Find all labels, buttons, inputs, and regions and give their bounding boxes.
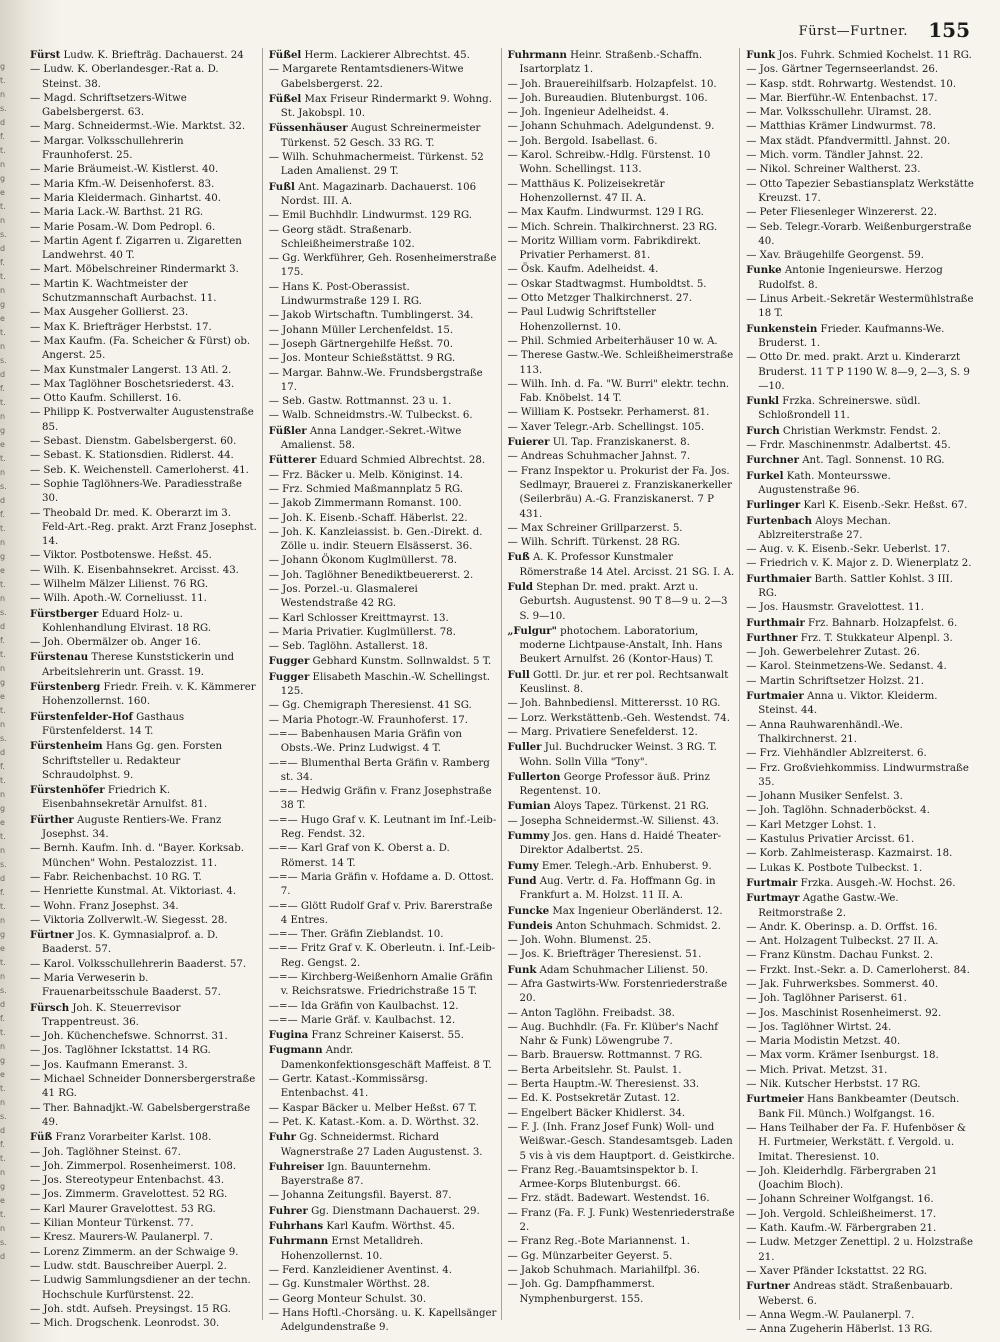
directory-entry: Fuß A. K. Professor Kunstmaler Römerstraße 14 Atel. Arcisst. 21 SG. I. A.: [507, 551, 735, 578]
directory-entry: — Maria Modistin Metzst. 40.: [746, 1036, 901, 1048]
directory-entry: — Max K. Briefträger Herbstst. 17.: [30, 321, 212, 333]
directory-entry: — Johann Musiker Senfelst. 3.: [746, 791, 903, 803]
directory-entry: Fuhrmann Ernst Metalldreh. Hohenzollernst. 10.: [268, 1235, 424, 1262]
directory-entry: — Joh. Gg. Dampfhammerst. Nymphenburgerst. 155.: [507, 1279, 655, 1305]
directory-entry: — Mich. Schrein. Thalkirchnerst. 23 RG.: [507, 221, 718, 233]
directory-entry: — Mich. Drogschenk. Leonrodst. 30.: [30, 1318, 220, 1330]
directory-entry: — Wilh. Apoth.-W. Corneliusst. 11.: [30, 593, 207, 605]
directory-entry: — Gg. Werkführer, Geh. Rosenheimerstraße 175.: [268, 253, 497, 279]
directory-entry: Funkl Frzka. Schreinerswe. südl. Schloßrondell 11.: [746, 395, 921, 422]
directory-entry: — Hans K. Post-Oberassist. Lindwurmstraße 129 I. RG.: [268, 281, 422, 308]
directory-entry: — Jakob Wirtschaftn. Tumblingerst. 34.: [268, 310, 474, 322]
directory-entry: — Kilian Monteur Türkenst. 77.: [30, 1218, 194, 1230]
directory-entry: — Ferd. Kanzleidiener Aventinst. 4.: [268, 1264, 452, 1276]
directory-entry: Furthmair Frz. Bahnarb. Holzapfelst. 6.: [746, 616, 958, 629]
directory-entry: — Viktoria Zollverwlt.-W. Siegesst. 28.: [30, 914, 228, 926]
directory-entry: — Johann Müller Lerchenfeldst. 15.: [268, 324, 454, 336]
directory-entry: — Georg Monteur Schulst. 30.: [268, 1293, 427, 1305]
directory-entry: — Ludwig Sammlungsdiener an der techn. Hochschule Kurfürstenst. 22.: [30, 1275, 251, 1301]
directory-entry: — Nik. Kutscher Herbstst. 17 RG.: [746, 1079, 921, 1091]
directory-entry: — Jos. Monteur Schießstättst. 9 RG.: [268, 353, 456, 365]
directory-entry: — Joh. Taglöhner Benediktbeuererst. 2.: [268, 569, 474, 581]
directory-entry: — Kastulus Privatier Arcisst. 61.: [746, 834, 915, 846]
directory-entry: — Jakob Zimmermann Romanst. 100.: [268, 498, 462, 510]
directory-entry: — Jos. Gärtner Tegernseerlandst. 26.: [746, 64, 939, 76]
directory-entry: — Xaver Telegr.-Arb. Schellingst. 105.: [507, 421, 705, 433]
running-head: Fürst—Furtner.: [798, 24, 908, 39]
directory-entry: — Margar. Bahnw.-We. Frundsbergstraße 17.: [268, 367, 483, 393]
directory-entry: — Karol. Steinmetzens-We. Sedanst. 4.: [746, 661, 947, 673]
directory-entry: — Gg. Münzarbeiter Geyerst. 5.: [507, 1250, 673, 1262]
directory-entry: Fürtner Jos. K. Gymnasialprof. a. D. Baaderst. 57.: [30, 929, 219, 956]
directory-entry: — Engelbert Bäcker Khidlerst. 34.: [507, 1107, 686, 1119]
directory-entry: — Paul Ludwig Schriftsteller Hohenzollernst. 10.: [507, 307, 657, 333]
directory-entry: — Lukas K. Postbote Tulbeckst. 1.: [746, 862, 923, 874]
directory-entry: — Michael Schneider Donnersbergerstraße 41 RG.: [30, 1074, 256, 1100]
directory-entry: — Max Schreiner Grillparzerst. 5.: [507, 522, 683, 534]
directory-entry: — Max Kaufm. (Fa. Scheicher & Fürst) ob. Angerst. 25.: [30, 335, 251, 362]
directory-entry: — William K. Postsekr. Perhamerst. 81.: [507, 407, 710, 419]
directory-entry: — Sebast. Dienstm. Gabelsbergerst. 60.: [30, 436, 237, 448]
directory-entry: Fummy Jos. gen. Hans d. Haidé Theater-Direktor Adalbertst. 25.: [507, 830, 722, 857]
directory-entry: — Ludw. K. Oberlandesger.-Rat a. D. Steinst. 38.: [30, 64, 219, 90]
directory-entry: Fuhrmann Heinr. Straßenb.-Schaffn. Isartorplatz 1.: [507, 49, 703, 76]
directory-entry: — Theobald Dr. med. K. Oberarzt im 3. Feld-Art.-Reg. prakt. Arzt Franz Josephst. 14.: [30, 507, 257, 548]
directory-entry: — Gertr. Katast.-Kommissärsg. Entenbachst. 41.: [268, 1074, 428, 1100]
directory-entry: — Korb. Zahlmeisterasp. Kazmairst. 18.: [746, 848, 953, 860]
directory-entry: Fürstenau Therese Kunststickerin und Arbeitslehrerin unt. Grasst. 19.: [30, 651, 235, 678]
directory-entry: Furthmaier Barth. Sattler Kohlst. 3 III. RG.: [746, 572, 953, 599]
directory-entry: — Joh. Küchenchefswe. Schnorrst. 31.: [30, 1031, 228, 1043]
directory-entry: Fürstenheim Hans Gg. gen. Forsten Schriftsteller u. Redakteur Schraudolphst. 9.: [30, 740, 223, 781]
directory-entry: Fürstenhöfer Friedrich K. Eisenbahnsekretär Arnulfst. 81.: [30, 784, 208, 811]
directory-entry: — Nikol. Schreiner Waltherst. 23.: [746, 164, 921, 176]
directory-entry: — Margarete Rentamtsdieners-Witwe Gabelsbergerst. 22.: [268, 64, 464, 90]
directory-entry: — Jos. Hausmstr. Gravelottest. 11.: [746, 602, 925, 614]
directory-entry: — Mich. vorm. Tändler Jahnst. 22.: [746, 150, 924, 162]
directory-entry: — Maria Kleidermach. Ginhartst. 40.: [30, 192, 221, 204]
directory-entry: —=— Fritz Graf v. K. Oberleutn. i. Inf.-Leib-Reg. Gengst. 2.: [268, 943, 496, 969]
directory-entry: — Linus Arbeit.-Sekretär Westermühlstraße 18 T.: [746, 294, 974, 320]
directory-entry: Furtner Andreas städt. Straßenbauarb. Weberst. 6.: [746, 1280, 953, 1307]
directory-entry: — Marg. Privatiere Senefelderst. 12.: [507, 726, 698, 738]
directory-entry: — Joh. stdt. Aufseh. Preysingst. 15 RG.: [30, 1303, 231, 1315]
directory-entry: — Margar. Volksschullehrerin Fraunhoferst. 25.: [30, 135, 184, 162]
directory-entry: Fumy Emer. Telegh.-Arb. Enhuberst. 9.: [507, 859, 712, 872]
directory-entry: — Frz. städt. Badewart. Westendst. 16.: [507, 1193, 710, 1205]
directory-entry: Fürst Ludw. K. Briefträg. Dachauerst. 24: [30, 49, 244, 61]
directory-entry: — Karl Metzger Lohst. 1.: [746, 819, 877, 831]
directory-entry: —=— Hugo Graf v. K. Leutnant im Inf.-Leib-Reg. Fendst. 32.: [268, 814, 497, 841]
directory-entry: — Joh. Obermälzer ob. Anger 16.: [30, 637, 201, 649]
directory-entry: — Berta Arbeitslehr. St. Paulst. 1.: [507, 1064, 682, 1076]
directory-entry: — Lorenz Zimmerm. an der Schwaige 9.: [30, 1246, 239, 1258]
directory-entry: — Peter Fliesenleger Winzererst. 22.: [746, 207, 937, 219]
directory-entry: —=— Ther. Gräfin Zieblandst. 10.: [268, 929, 444, 941]
directory-entry: — Magd. Schriftsetzers-Witwe Gabelsbergerst. 63.: [30, 92, 187, 119]
directory-entry: Fürstberger Eduard Holz- u. Kohlenhandlung Elvirast. 18 RG.: [30, 607, 212, 634]
directory-entry: — Jos. Taglöhner Wirtst. 24.: [746, 1021, 892, 1033]
directory-entry: — Berta Hauptm.-W. Theresienst. 33.: [507, 1079, 700, 1091]
directory-entry: Furchner Ant. Tagl. Sonnenst. 10 RG.: [746, 454, 945, 467]
directory-entry: Fütterer Eduard Schmied Albrechtst. 28.: [268, 454, 486, 467]
directory-entry: Furtmayr Agathe Gastw.-We. Reitmorstraße 2.: [746, 892, 899, 919]
directory-entry: — Wilh. Schrift. Türkenst. 28 RG.: [507, 537, 681, 549]
directory-entry: Fürstenfelder-Hof Gasthaus Fürstenfelderst. 14 T.: [30, 710, 185, 737]
directory-entry: Funk Adam Schuhmacher Lilienst. 50.: [507, 963, 709, 976]
directory-entry: — Johanna Zeitungsfil. Bayerst. 87.: [268, 1190, 452, 1202]
directory-entry: — Maria Privatier. Kuglmüllerst. 78.: [268, 626, 456, 638]
directory-entry: Fugina Franz Schreiner Kaiserst. 55.: [268, 1029, 464, 1042]
directory-entry: —=— Marie Gräf. v. Kaulbachst. 12.: [268, 1014, 456, 1026]
column-2: [268, 48, 502, 1334]
directory-entry: Funke Antonie Ingenieurswe. Herzog Rudolfst. 8.: [746, 264, 943, 291]
directory-entry: Fuhrer Gg. Dienstmann Dachauerst. 29.: [268, 1204, 480, 1217]
directory-entry: Furtmair Frzka. Ausgeh.-W. Hochst. 26.: [746, 876, 956, 889]
directory-entry: — Franz Reg.-Bote Mariannenst. 1.: [507, 1236, 690, 1248]
directory-entry: — Martin Agent f. Zigarren u. Zigaretten Landwehrst. 40 T.: [30, 235, 242, 262]
directory-entry: — Gg. Chemigraph Theresienst. 41 SG.: [268, 700, 472, 712]
directory-entry: — Gg. Kunstmaler Wörthst. 28.: [268, 1279, 430, 1291]
directory-entry: — Afra Gastwirts-Ww. Forstenriederstraße 20.: [507, 979, 728, 1005]
directory-entry: Furtmaier Anna u. Viktor. Kleiderm. Steinst. 44.: [746, 690, 938, 717]
directory-entry: — Frz. Viehhändler Ablzreiterst. 6.: [746, 748, 927, 760]
directory-entry: — Joh. Zimmerpol. Rosenheimerst. 108.: [30, 1160, 237, 1172]
directory-entry: Funcke Max Ingenieur Oberländerst. 12.: [507, 904, 723, 917]
directory-entry: —=— Kirchberg-Weißenhorn Amalie Gräfin v. Reichsratswe. Friedrichstraße 15 T.: [268, 972, 493, 998]
directory-entry: — Mar. Bierführ.-W. Entenbachst. 17.: [746, 92, 938, 104]
directory-entry: — Martin K. Wachtmeister der Schutzmannschaft Aurbachst. 11.: [30, 278, 217, 305]
directory-entry: Full Gottl. Dr. jur. et rer pol. Rechtsanwalt Keuslinst. 8.: [507, 668, 729, 696]
directory-entry: Fullerton George Professor äuß. Prinz Regentenst. 10.: [507, 770, 710, 798]
directory-entry: — Ludw. stdt. Bauschreiber Auerpl. 2.: [30, 1260, 227, 1272]
directory-entry: — Aug. v. K. Eisenb.-Sekr. Ueberlst. 17.: [746, 544, 951, 556]
directory-entry: — Jos. Stereotypeur Entenbachst. 43.: [30, 1175, 225, 1187]
directory-entry: Füßler Anna Landger.-Sekret.-Witwe Amalienst. 58.: [268, 424, 462, 452]
directory-entry: Funk Jos. Fuhrk. Schmied Kochelst. 11 RG.: [746, 49, 972, 61]
directory-entry: — Oskar Stadtwagmst. Humboldtst. 5.: [507, 278, 707, 290]
directory-entry: — Joh. Bergold. Isabellast. 6.: [507, 135, 658, 147]
directory-entry: Fußl Ant. Magazinarb. Dachauerst. 106 Nordst. III. A.: [268, 180, 477, 207]
directory-entry: — Kath. Kaufm.-W. Färbergraben 21.: [746, 1223, 937, 1235]
directory-entry: Funkenstein Frieder. Kaufmanns-We. Bruderst. 1.: [746, 322, 945, 349]
directory-entry: — Therese Gastw.-We. Schleißheimerstraße 113.: [507, 350, 734, 376]
directory-entry: Furtmeier Hans Bankbeamter (Deutsch. Bank Fil. Münch.) Wolfgangst. 16.: [746, 1093, 960, 1120]
directory-entry: — Johann Schuhmach. Adelgundenst. 9.: [507, 121, 715, 133]
directory-entry: — Joh. K. Kanzleiassist. b. Gen.-Direkt. d. Zölle u. indir. Steuern Elsässerst. 36.: [268, 526, 483, 553]
directory-entry: Fuhreiser Ign. Bauunternehm. Bayerstraße 87.: [268, 1160, 432, 1188]
directory-entry: —=— Blumenthal Berta Gräfin v. Ramberg st. 34.: [268, 757, 490, 783]
directory-entry: — Kresz. Maurers-W. Paulanerpl. 7.: [30, 1232, 213, 1244]
directory-entry: Fuhr Gg. Schneidermst. Richard Wagnerstraße 27 Laden Augustenst. 3.: [268, 1131, 483, 1158]
directory-entry: — Seb. K. Weichenstell. Camerloherst. 41.: [30, 464, 249, 476]
directory-entry: — Joh. Taglöhner Pariserst. 61.: [746, 993, 907, 1005]
directory-entry: Fürsch Joh. K. Steuerrevisor Trappentreust. 36.: [30, 1001, 181, 1028]
column-1: [30, 48, 263, 1330]
directory-entry: — Wilh. K. Eisenbahnsekret. Arcisst. 43.: [30, 564, 239, 576]
directory-entry: — Xaver Pfänder Ickstattst. 22 RG.: [746, 1265, 927, 1277]
directory-entry: — Ludw. Metzger Zenettipl. 2 u. Holzstraße 21.: [746, 1237, 973, 1263]
directory-entry: — Max Ausgeher Gollierst. 23.: [30, 307, 189, 319]
directory-entry: — Mich. Privat. Metzst. 31.: [746, 1064, 888, 1076]
directory-entry: — Max vorm. Krämer Isenburgst. 18.: [746, 1050, 939, 1062]
directory-entry: —=— Babenhausen Maria Gräfin von Obsts.-We. Prinz Ludwigst. 4 T.: [268, 728, 462, 755]
directory-entry: — Johann Ökonom Kuglmüllerst. 78.: [268, 555, 458, 567]
directory-entry: — Maria Verweserin b. Frauenarbeitsschule Baaderst. 57.: [30, 973, 221, 999]
directory-entry: Fuld Stephan Dr. med. prakt. Arzt u. Geburtsh. Augustenst. 90 T 8—9 u. 2—3 S. 9—10.: [507, 580, 728, 622]
directory-entry: — Frdr. Maschinenmstr. Adalbertst. 45.: [746, 440, 951, 452]
directory-entry: Fuierer Ul. Tap. Franziskanerst. 8.: [507, 436, 690, 449]
directory-entry: — Wilh. Schuhmachermeist. Türkenst. 52 Laden Amalienst. 29 T.: [268, 152, 484, 178]
directory-entry: — Fabr. Reichenbachst. 10 RG. T.: [30, 871, 202, 883]
directory-entry: — Otto Dr. med. prakt. Arzt u. Kinderarzt Bruderst. 11 T P 1190 W. 8—9, 2—3, S. 9—10.: [746, 352, 970, 392]
directory-entry: Fundeis Anton Schuhmach. Schmidst. 2.: [507, 919, 721, 932]
directory-entry: — Marie Posam.-W. Dom Pedropl. 6.: [30, 221, 216, 233]
directory-entry: — Sophie Taglöhners-We. Paradiesstraße 30.: [30, 478, 242, 505]
directory-entry: — Philipp K. Postverwalter Augustenstraße 85.: [30, 407, 254, 433]
directory-entry: Furkel Kath. Monteursswe. Augustenstraße 96.: [746, 469, 891, 496]
directory-entry: — Viktor. Postbotenswe. Heßst. 45.: [30, 550, 212, 562]
directory-entry: — Frz. Bäcker u. Melb. Königinst. 14.: [268, 469, 463, 481]
directory-entry: — Matthäus K. Polizeisekretär Hohenzollernst. 47 II. A.: [507, 178, 665, 204]
directory-entry: — Franz (Fa. F. J. Funk) Westenriederstraße 2.: [507, 1207, 735, 1234]
directory-entry: — Hans Teilhaber der Fa. F. Hufenböser & H. Furtmeier, Werkstätt. f. Vergold. u. Imitat. Theresienst. 10.: [746, 1122, 966, 1163]
directory-entry: — Ösk. Kaufm. Adelheidst. 4.: [507, 264, 659, 276]
directory-entry: — Anton Taglöhn. Freibadst. 38.: [507, 1007, 675, 1019]
directory-entry: — Joh. Kleiderhdlg. Färbergraben 21 (Joachim Bloch).: [746, 1165, 938, 1192]
directory-entry: Fürther Auguste Rentiers-We. Franz Josephst. 34.: [30, 813, 222, 841]
directory-entry: — Karl Schlosser Kreittmayrst. 13.: [268, 612, 449, 624]
directory-entry: — Wilhelm Mälzer Lilienst. 76 RG.: [30, 578, 209, 590]
directory-entry: — Franz Reg.-Bauamtsinspektor b. I. Armee-Korps Blutenburgst. 66.: [507, 1164, 699, 1191]
directory-entry: — Max Taglöhner Boschetsriederst. 43.: [30, 378, 235, 390]
directory-entry: — Jos. Zimmerm. Gravelottest. 52 RG.: [30, 1189, 228, 1201]
directory-entry: — Maria Photogr.-W. Fraunhoferst. 17.: [268, 714, 468, 726]
directory-entry: Fugmann Andr. Damenkonfektionsgeschäft Maffeist. 8 T.: [268, 1044, 492, 1071]
directory-entry: — Franz Inspektor u. Prokurist der Fa. Jos. Sedlmayr, Brauerei z. Franziskanerkeller (Seilerbräu) A.-G. Franziskanerst. 7 P 431.: [507, 465, 733, 520]
directory-entry: — Jos. Porzel.-u. Glasmalerei Westendstraße 42 RG.: [268, 583, 418, 610]
directory-entry: — Hans Hoftl.-Chorsäng. u. K. Kapellsänger Adelgundenstraße 9.: [268, 1307, 497, 1334]
directory-entry: — Marg. Schneidermst.-Wie. Marktst. 32.: [30, 121, 246, 133]
directory-entry: — Kaspar Bäcker u. Melber Heßst. 67 T.: [268, 1102, 478, 1114]
directory-entry: — Phil. Schmied Arbeiterhäuser 10 w. A.: [507, 335, 718, 347]
directory-entry: — Anna Zugeherin Häberlst. 13 RG.: [746, 1324, 933, 1336]
directory-entry: — Emil Buchhdlr. Lindwurmst. 129 RG.: [268, 210, 472, 222]
directory-entry: — Anna Wegm.-W. Paulanerpl. 7.: [746, 1309, 915, 1321]
directory-entry: — Barb. Brauersw. Rottmannst. 7 RG.: [507, 1050, 703, 1062]
directory-entry: — F. J. (Inh. Franz Josef Funk) Woll- und Weißwar.-Gesch. Standesamtsgeb. Laden 5 vis à vis dem Hauptport. d. Geistkirche.: [507, 1121, 735, 1162]
directory-entry: — Ther. Bahnadjkt.-W. Gabelsbergerstraße 49.: [30, 1102, 251, 1128]
directory-entry: — Jakob Schuhmach. Mariahilfpl. 36.: [507, 1264, 701, 1276]
directory-entry: — Lorz. Werkstättenb.-Geh. Westendst. 74.: [507, 712, 730, 724]
directory-entry: Fuhrhans Karl Kaufm. Wörthst. 45.: [268, 1220, 456, 1233]
directory-entry: Füßel Herm. Lackierer Albrechtst. 45.: [268, 49, 470, 61]
directory-entry: — Otto Tapezier Sebastiansplatz Werkstätte Kreuzst. 17.: [746, 178, 974, 204]
directory-entry: Fund Aug. Vertr. d. Fa. Hoffmann Gg. in Frankfurt a. M. Holzst. 11 II. A.: [507, 874, 716, 902]
directory-entry: — Frz. Großviehkommiss. Lindwurmstraße 35.: [746, 762, 969, 788]
directory-entry: — Seb. Telegr.-Vorarb. Weißenburgerstraße 40.: [746, 221, 972, 247]
column-3: [508, 48, 741, 1320]
directory-entry: — Joh. Taglöhn. Schnaderböckst. 4.: [746, 805, 930, 817]
directory-entry: — Frzkt. Inst.-Sekr. a. D. Camerloherst. 84.: [746, 964, 970, 976]
directory-entry: Fumian Aloys Tapez. Türkenst. 21 RG.: [507, 800, 709, 813]
directory-entry: — Otto Metzger Thalkirchnerst. 27.: [507, 293, 693, 305]
directory-entry: Füssenhäuser August Schreinermeister Türkenst. 52 Gesch. 33 RG. T.: [268, 122, 481, 149]
directory-entry: — Marie Bräumeist.-W. Kistlerst. 40.: [30, 164, 219, 176]
directory-entry: Fugger Elisabeth Maschin.-W. Schellingst. 125.: [268, 670, 491, 698]
directory-entry: — Walb. Schneidmstrs.-W. Tulbeckst. 6.: [268, 410, 473, 422]
directory-entry: — Max städt. Pfandvermittl. Jahnst. 20.: [746, 135, 951, 147]
directory-columns: [30, 48, 978, 1336]
page-number: 155: [928, 18, 970, 42]
directory-entry: — Xav. Bräugehilfe Georgenst. 59.: [746, 250, 924, 262]
directory-entry: — Aug. Buchhdlr. (Fa. Fr. Klüber's Nachf Nahr & Funk) Löwengrube 7.: [507, 1021, 719, 1048]
directory-entry: — Johann Schreiner Wolfgangst. 16.: [746, 1194, 934, 1206]
directory-entry: — Joh. Vergold. Schleißheimerst. 17.: [746, 1208, 937, 1220]
directory-entry: Fugger Gebhard Kunstm. Sollnwaldst. 5 T.: [268, 655, 492, 668]
adjacent-page-edge: g t. n s. d f. t. n g e t. n s. d f. t. n g e t. n s. d f. t. n g e t. n s. d f. t. n g e t. n s. d f. t. n g e t. n s. d f. t. n g e t. n s. d f. t. n g e t. n s. d f. t. n g e t. n s. d f. t. n g e t. n s. d: [0, 62, 7, 1261]
directory-entry: — Joh. Brauereihilfsarb. Holzapfelst. 10.: [507, 78, 717, 90]
directory-entry: Füß Franz Vorarbeiter Karlst. 108.: [30, 1131, 212, 1144]
directory-entry: — Joh. Ingenieur Adelheidst. 4.: [507, 107, 669, 119]
directory-entry: — Wilh. Inh. d. Fa. "W. Burri" elektr. techn. Fab. Knöbelst. 14 T.: [507, 378, 730, 405]
directory-entry: — Sebast. K. Stationsdien. Ridlerst. 44.: [30, 450, 234, 462]
directory-entry: Furch Christian Werkmstr. Fendst. 2.: [746, 424, 941, 437]
directory-entry: — Franz Künstm. Dachau Funkst. 2.: [746, 950, 934, 962]
directory-entry: — Jak. Fuhrwerksbes. Sommerst. 40.: [746, 979, 939, 990]
directory-entry: —=— Karl Graf von K. Oberst a. D. Römerst. 14 T.: [268, 843, 450, 869]
directory-entry: — Max Kunstmaler Langerst. 13 Atl. 2.: [30, 364, 232, 376]
directory-entry: — Joh. Wohn. Blumenst. 25.: [507, 935, 652, 947]
directory-entry: —=— Glött Rudolf Graf v. Priv. Barerstraße 4 Entres.: [268, 900, 493, 926]
directory-entry: — Jos. Kaufmann Emeranst. 3.: [30, 1059, 188, 1071]
directory-entry: — Otto Kaufm. Schillerst. 16.: [30, 393, 182, 405]
directory-entry: Furlinger Karl K. Eisenb.-Sekr. Heßst. 67.: [746, 499, 968, 512]
directory-entry: — Karl Maurer Gravelottest. 53 RG.: [30, 1203, 216, 1215]
directory-entry: — Friedrich v. K. Major z. D. Wienerplatz 2.: [746, 558, 972, 570]
directory-entry: Furthner Frz. T. Stukkateur Alpenpl. 3.: [746, 631, 953, 644]
directory-entry: — Joh. K. Eisenb.-Schaff. Häberlst. 22.: [268, 512, 468, 524]
directory-entry: — Jos. Taglöhner Ickstattst. 14 RG.: [30, 1045, 211, 1057]
directory-entry: — Jos. Maschinist Rosenheimerst. 92.: [746, 1007, 942, 1019]
column-4: [746, 48, 978, 1336]
directory-entry: — Anna Rauhwarenhändl.-We. Thalkirchnerst. 21.: [746, 719, 903, 745]
directory-entry: — Andreas Schuhmacher Jahnst. 7.: [507, 451, 691, 463]
directory-entry: — Matthias Krämer Lindwurmst. 78.: [746, 121, 936, 133]
directory-entry: Fuller Jul. Buchdrucker Weinst. 3 RG. T. Wohn. Solln Villa "Tony".: [507, 741, 717, 768]
directory-entry: — Andr. K. Oberinsp. a. D. Orffst. 16.: [746, 921, 938, 933]
directory-entry: —=— Maria Gräfin v. Hofdame a. D. Ottost. 7.: [268, 871, 494, 898]
directory-entry: — Seb. Taglöhn. Astallerst. 18.: [268, 641, 428, 653]
directory-entry: — Jos. K. Briefträger Theresienst. 51.: [507, 949, 702, 961]
directory-entry: Furtenbach Aloys Mechan. Ablzreiterstraße 27.: [746, 514, 891, 541]
directory-entry: — Frz. Schmied Maßmannplatz 5 RG.: [268, 483, 464, 495]
directory-entry: — Joh. Bahnbediensl. Mitterersst. 10 RG.: [507, 698, 721, 710]
directory-entry: —=— Ida Gräfin von Kaulbachst. 12.: [268, 1000, 459, 1012]
directory-entry: — Ed. K. Postsekretär Zutast. 12.: [507, 1093, 680, 1105]
directory-entry: Füßel Max Friseur Rindermarkt 9. Wohng. St. Jakobspl. 10.: [268, 92, 492, 120]
directory-entry: — Karol. Schreibw.-Hdlg. Fürstenst. 10 Wohn. Schellingst. 113.: [507, 150, 711, 176]
directory-entry: — Moritz William vorm. Fabrikdirekt. Privatier Perhamerst. 81.: [507, 235, 701, 262]
page-header: [30, 18, 970, 42]
directory-entry: — Maria Lack.-W. Barthst. 21 RG.: [30, 207, 204, 219]
directory-entry: —=— Hedwig Gräfin v. Franz Josephstraße 38 T.: [268, 786, 492, 812]
directory-entry: — Max Kaufm. Lindwurmst. 129 I RG.: [507, 207, 704, 219]
directory-entry: — Martin Schriftsetzer Holzst. 21.: [746, 675, 924, 687]
directory-entry: — Mart. Möbelschreiner Rindermarkt 3.: [30, 264, 239, 276]
directory-entry: — Georg städt. Straßenarb. Schleißheimerstraße 102.: [268, 224, 415, 250]
directory-entry: — Kasp. stdt. Rohrwartg. Westendst. 10.: [746, 78, 957, 90]
directory-entry: — Pet. K. Katast.-Kom. a. D. Wörthst. 32.: [268, 1116, 479, 1128]
directory-entry: — Joh. Taglöhner Steinst. 67.: [30, 1146, 181, 1158]
directory-entry: — Karol. Volksschullehrerin Baaderst. 57.: [30, 958, 247, 970]
directory-entry: — Joseph Gärtnergehilfe Heßst. 70.: [268, 338, 453, 350]
directory-entry: — Henriette Kunstmal. At. Viktoriast. 4.: [30, 886, 237, 898]
directory-entry: Fürstenberg Friedr. Freih. v. K. Kämmerer Hohenzollernst. 160.: [30, 681, 256, 708]
directory-entry: — Joh. Bureaudien. Blutenburgst. 106.: [507, 92, 708, 104]
directory-entry: — Maria Kfm.-W. Deisenhoferst. 83.: [30, 178, 215, 190]
directory-entry: — Joh. Gewerbelehrer Zutast. 26.: [746, 647, 920, 659]
directory-entry: — Mar. Volksschullehr. Ulramst. 28.: [746, 107, 932, 119]
directory-entry: — Wohn. Franz Josephst. 34.: [30, 900, 179, 912]
directory-entry: — Bernh. Kaufm. Inh. d. "Bayer. Korksab. München" Wohn. Pestalozzist. 11.: [30, 843, 245, 869]
directory-entry: — Ant. Holzagent Tulbeckst. 27 II. A.: [746, 936, 939, 948]
directory-entry: — Seb. Gastw. Rottmannst. 23 u. 1.: [268, 396, 452, 408]
directory-entry: — Josepha Schneidermst.-W. Silienst. 43.: [507, 815, 719, 827]
directory-entry: „Fulgur" photochem. Laboratorium, moderne Lichtpause-Anstalt, Inh. Hans Beukert Arnulfst. 26 (Kontor-Haus) T.: [507, 624, 723, 666]
